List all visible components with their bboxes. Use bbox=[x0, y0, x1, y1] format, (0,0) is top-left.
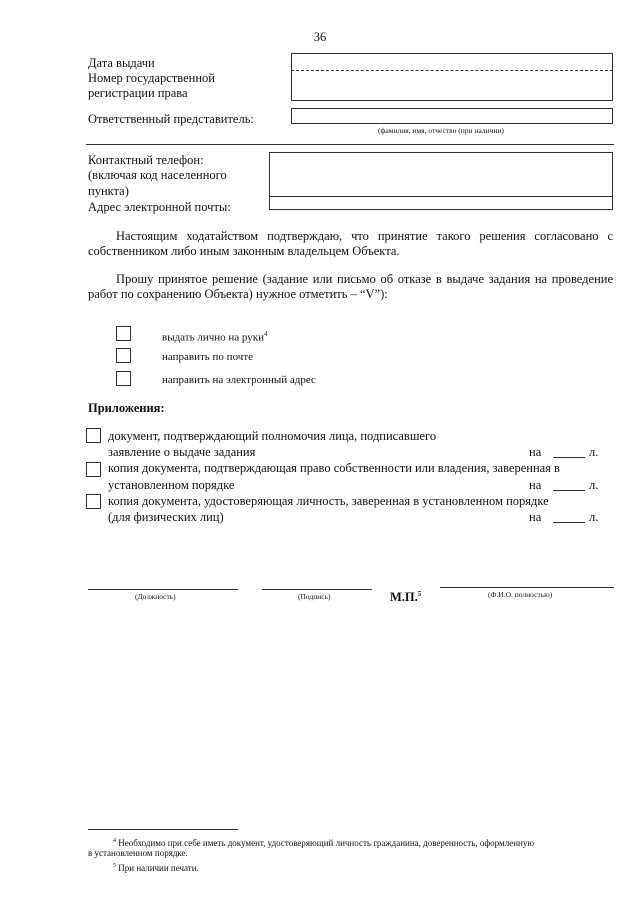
attachment-2-sheets-label: л. bbox=[589, 478, 599, 492]
phone-label-2: (включая код населенного bbox=[88, 168, 227, 182]
fio-line[interactable] bbox=[440, 587, 614, 588]
section-divider bbox=[86, 144, 614, 145]
attachment-2-checkbox[interactable] bbox=[86, 462, 101, 477]
attachment-3-sheets-field[interactable] bbox=[553, 522, 585, 523]
confirm-paragraph: Настоящим ходатайством подтверждаю, что принятие такого решения согласовано с собственником либо иным законным владельцем Объекта. bbox=[88, 229, 613, 258]
page-number: 36 bbox=[313, 30, 327, 44]
attachment-2-line2: установленном порядке bbox=[108, 478, 235, 492]
issue-date-regnumber-field[interactable] bbox=[291, 53, 613, 101]
attachment-3-sheets-label: л. bbox=[589, 510, 599, 524]
signature-line[interactable] bbox=[262, 589, 372, 590]
position-line[interactable] bbox=[88, 589, 238, 590]
footnote-separator bbox=[88, 829, 238, 830]
deliver-in-person-checkbox[interactable] bbox=[116, 326, 131, 341]
attachment-2-sheets-field[interactable] bbox=[553, 490, 585, 491]
footnote-4-cont: в установленном порядке. bbox=[88, 848, 188, 858]
deliver-by-email-label: направить на электронный адрес bbox=[162, 374, 316, 386]
attachments-title: Приложения: bbox=[88, 401, 165, 415]
phone-label-1: Контактный телефон: bbox=[88, 153, 204, 167]
phone-field[interactable] bbox=[269, 152, 613, 210]
deliver-by-mail-checkbox[interactable] bbox=[116, 348, 131, 363]
attachment-2-on-label: на bbox=[529, 478, 542, 492]
deliver-in-person-label: выдать лично на руки$^4$ bbox=[162, 330, 268, 344]
phone-email-separator bbox=[269, 196, 613, 197]
representative-field[interactable] bbox=[291, 108, 613, 124]
attachment-1-sheets-label: л. bbox=[589, 445, 599, 459]
attachment-1-line1: документ, подтверждающий полномочия лица, подписавшего bbox=[108, 429, 437, 443]
attachment-3-on-label: на bbox=[529, 510, 542, 524]
attachment-3-checkbox[interactable] bbox=[86, 494, 101, 509]
attachment-1-checkbox[interactable] bbox=[86, 428, 101, 443]
field-separator bbox=[291, 70, 613, 71]
footnote-5: $^5$ При наличии печати. bbox=[113, 863, 199, 873]
request-paragraph: Прошу принятое решение (задание или письмо об отказе в выдаче задания на проведение работ по сохранению Объекта) нужное отметить – “V”): bbox=[88, 272, 613, 301]
attachment-1-line2: заявление о выдаче задания bbox=[108, 445, 256, 459]
fio-caption: (Ф.И.О. полностью) bbox=[488, 590, 553, 599]
deliver-by-mail-label: направить по почте bbox=[162, 351, 254, 363]
attachment-3-line2: (для физических лиц) bbox=[108, 510, 224, 524]
attachment-1-sheets-field[interactable] bbox=[553, 457, 585, 458]
issue-date-label: Дата выдачи bbox=[88, 56, 155, 70]
phone-label-3: пункта) bbox=[88, 184, 129, 198]
footnote-4: $^4$ Необходимо при себе иметь документ, удостоверяющий личность гражданина, доверенность, оформленную bbox=[113, 838, 535, 848]
representative-hint: (фамилия, имя, отчество (при наличии) bbox=[378, 126, 504, 135]
attachment-3-line1: копия документа, удостоверяющая личность, заверенная в установленном порядке bbox=[108, 494, 549, 508]
signature-caption: (Подпись) bbox=[298, 592, 331, 601]
reg-number-label-2: регистрации права bbox=[88, 86, 188, 100]
attachment-1-on-label: на bbox=[529, 445, 542, 459]
position-caption: (Должность) bbox=[135, 592, 176, 601]
deliver-by-email-checkbox[interactable] bbox=[116, 371, 131, 386]
representative-label: Ответственный представитель: bbox=[88, 112, 254, 126]
email-label: Адрес электронной почты: bbox=[88, 200, 231, 214]
stamp-label: М.П.$^5$ bbox=[390, 590, 422, 605]
attachment-2-line1: копия документа, подтверждающая право собственности или владения, заверенная в bbox=[108, 461, 560, 475]
reg-number-label-1: Номер государственной bbox=[88, 71, 215, 85]
